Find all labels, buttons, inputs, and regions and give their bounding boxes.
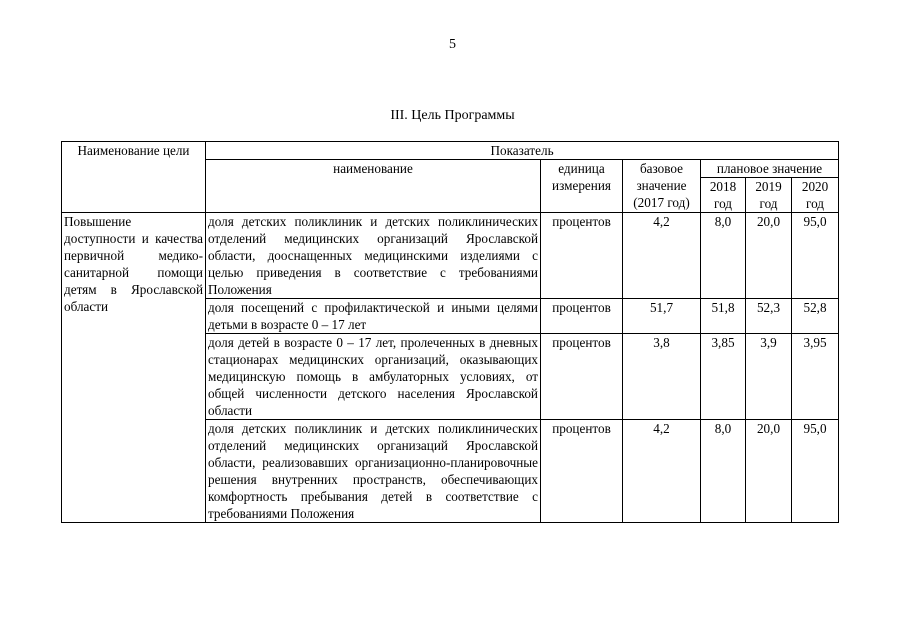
- indicator-name: доля детских поликлиник и детских поликлинических отделений медицинских организаций Ярославской области, дооснащенных медицинскими изделиями с целью приведения в соответствие с требованиями Положения: [206, 213, 541, 299]
- header-row-1: [62, 142, 839, 160]
- indicator-2018: 3,85: [701, 334, 746, 420]
- indicator-base: 3,8: [623, 334, 701, 420]
- header-planned: плановое значение: [701, 160, 839, 178]
- indicator-unit: процентов: [541, 420, 623, 523]
- header-goal-name: Наименование цели: [62, 142, 206, 213]
- indicator-2019: 52,3: [746, 299, 792, 334]
- indicator-2020: 95,0: [792, 213, 839, 299]
- indicator-base: 4,2: [623, 420, 701, 523]
- indicator-base: 51,7: [623, 299, 701, 334]
- indicator-unit: процентов: [541, 299, 623, 334]
- header-name: наименование: [206, 160, 541, 213]
- indicator-2018: 8,0: [701, 213, 746, 299]
- header-base: базовое значение (2017 год): [623, 160, 701, 213]
- indicator-2019: 20,0: [746, 420, 792, 523]
- page-number: 5: [449, 37, 456, 52]
- indicator-2020: 3,95: [792, 334, 839, 420]
- indicator-name: доля посещений с профилактической и иными целями детьми в возрасте 0 – 17 лет: [206, 299, 541, 334]
- header-year-2019: 2019 год: [746, 178, 792, 213]
- section-title: III. Цель Программы: [390, 108, 515, 123]
- header-indicator: Показатель: [206, 142, 839, 160]
- goal-table: [61, 141, 839, 523]
- indicator-2018: 51,8: [701, 299, 746, 334]
- header-year-2020: 2020 год: [792, 178, 839, 213]
- indicator-unit: процентов: [541, 213, 623, 299]
- goal-cell: Повышение доступности и качества первичной медико-санитарной помощи детям в Ярославской области: [62, 213, 206, 523]
- table-row: [62, 213, 839, 299]
- indicator-name: доля детей в возрасте 0 – 17 лет, пролеченных в дневных стационарах медицинских организаций, оказывающих медицинскую помощь в амбулаторных условиях, от общей численности детского населения Ярославской области: [206, 334, 541, 420]
- indicator-2020: 52,8: [792, 299, 839, 334]
- indicator-name: доля детских поликлиник и детских поликлинических отделений медицинских организаций Ярославской области, реализовавших организационно-планировочные решения внутренних пространств, обеспечивающих комфортность пребывания детей в соответствие с требованиями Положения: [206, 420, 541, 523]
- indicator-base: 4,2: [623, 213, 701, 299]
- indicator-unit: процентов: [541, 334, 623, 420]
- header-year-2018: 2018 год: [701, 178, 746, 213]
- indicator-2019: 3,9: [746, 334, 792, 420]
- indicator-2018: 8,0: [701, 420, 746, 523]
- header-unit: единица измерения: [541, 160, 623, 213]
- indicator-2020: 95,0: [792, 420, 839, 523]
- indicator-2019: 20,0: [746, 213, 792, 299]
